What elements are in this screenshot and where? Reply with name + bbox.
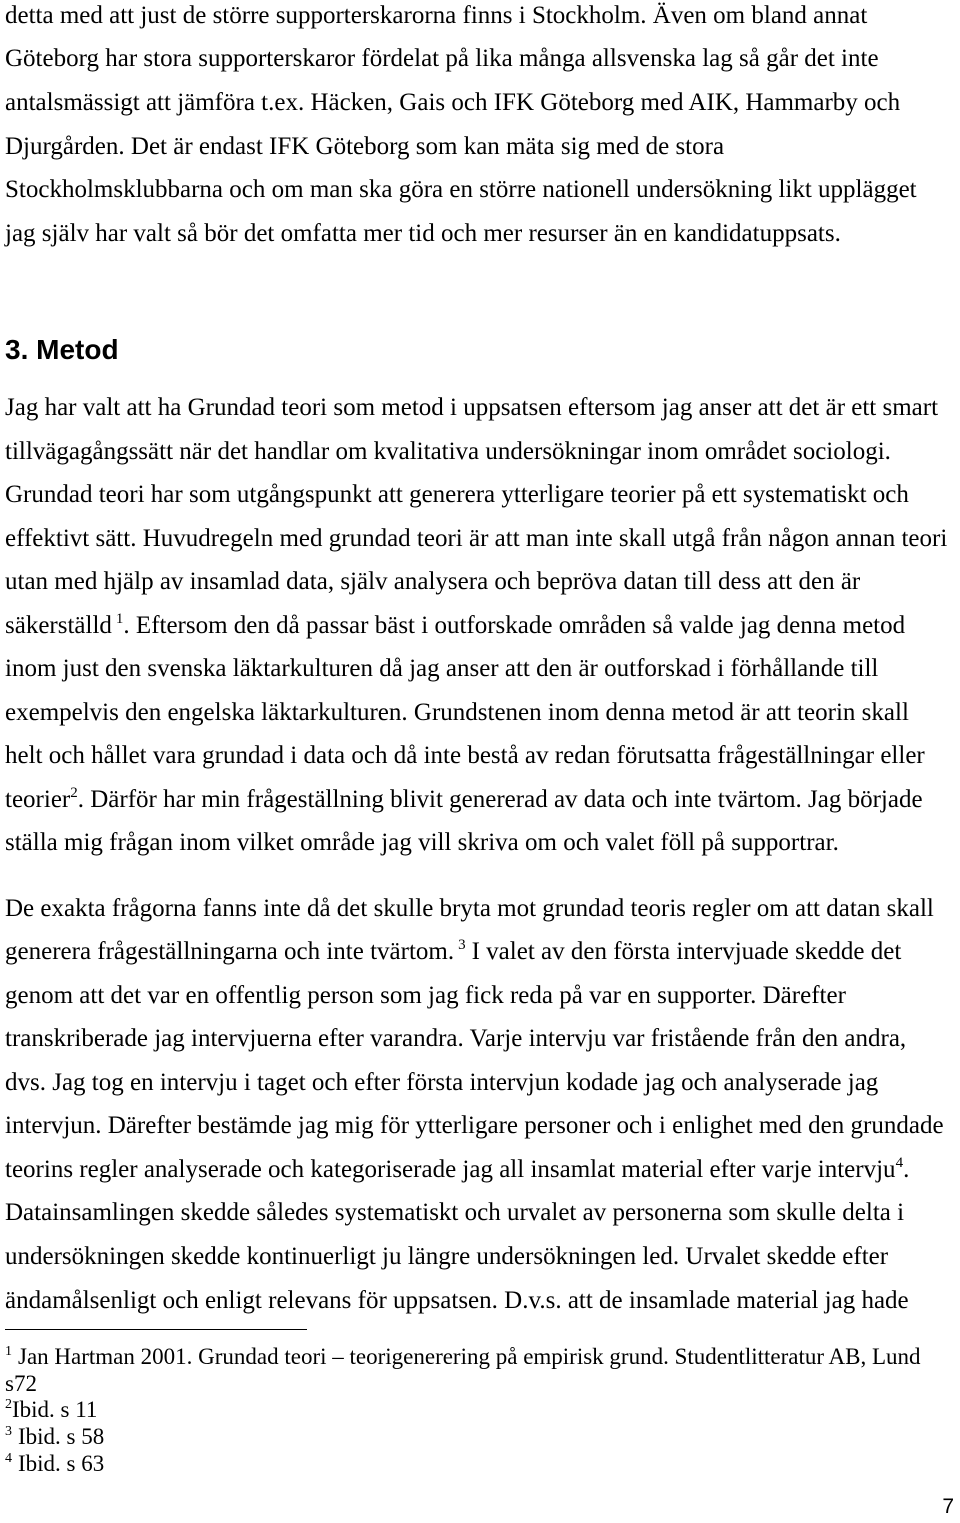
method-p1-line-9: helt och hållet vara grundad i data och då inte bestå av redan förutsatta frågeställningar eller <box>5 742 925 769</box>
intro-line-1: detta med att just de större supporterskarorna finns i Stockholm. Även om bland annat <box>5 2 868 29</box>
footnote-reference: 2 <box>70 785 78 801</box>
footnote-number: 3 <box>5 1424 12 1439</box>
footnote-1 <box>5 1344 921 1370</box>
method-p2-line-8: Datainsamlingen skedde således systematiskt och urvalet av personerna som skulle delta i <box>5 1199 905 1226</box>
footnote-number: 2 <box>5 1397 12 1412</box>
footnote-text: Ibid. s 63 <box>18 1451 105 1476</box>
line-text: teorins regler analyserade och kategoriserade jag all insamlat material efter varje intervju <box>5 1156 896 1183</box>
footnote-3 <box>5 1424 104 1450</box>
method-p2-line-10: ändamålsenligt och enligt relevans för uppsatsen. D.v.s. att de insamlade material jag hade <box>5 1287 909 1314</box>
page-number: 7 <box>942 1495 954 1518</box>
method-p2-line-9: undersökningen skedde kontinuerligt ju längre undersökningen led. Urvalet skedde efter <box>5 1243 889 1270</box>
intro-line-5: Stockholmsklubbarna och om man ska göra en större nationell undersökning likt upplägget <box>5 176 917 203</box>
intro-line-3: antalsmässigt att jämföra t.ex. Häcken, Gais och IFK Göteborg med AIK, Hammarby och <box>5 89 901 116</box>
line-text: I valet av den första intervjuade skedde det <box>471 938 902 965</box>
line-text: . <box>903 1156 910 1183</box>
footnote-reference: 1 <box>115 611 124 627</box>
method-p1-line-6 <box>5 612 905 640</box>
footnote-1-continuation: s72 <box>5 1371 37 1396</box>
footnote-reference: 3 <box>458 937 466 953</box>
footnote-number: 1 <box>5 1344 12 1359</box>
line-text: . Eftersom den då passar bäst i outforskade områden så valde jag denna metod <box>123 612 906 639</box>
method-p1-line-11: ställa mig frågan inom vilket område jag vill skriva om och valet föll på supportrar. <box>5 829 839 856</box>
footnote-reference: 4 <box>895 1155 904 1171</box>
method-p2-line-7 <box>5 1156 909 1184</box>
line-text: . Därför har min frågeställning blivit genererad av data och inte tvärtom. Jag började <box>77 786 923 813</box>
method-p2-line-6: intervjun. Därefter bestämde jag mig för ytterligare personer och i enlighet med den grundade <box>5 1112 944 1139</box>
method-p1-line-4: effektivt sätt. Huvudregeln med grundad teori är att man inte skall utgå från någon annan teori <box>5 525 948 552</box>
footnote-4 <box>5 1451 104 1477</box>
method-p1-line-5: utan med hjälp av insamlad data, själv analysera och bepröva datan till dess att den är <box>5 568 861 595</box>
intro-line-6: jag själv har valt så bör det omfatta mer tid och mer resurser än en kandidatuppsats. <box>5 220 841 247</box>
method-p2-line-5: dvs. Jag tog en intervju i taget och efter första intervjun kodade jag och analyserade jag <box>5 1069 879 1096</box>
footnote-text: Jan Hartman 2001. Grundad teori – teorigenerering på empirisk grund. Studentlitteratur AB, Lund <box>18 1344 921 1369</box>
intro-line-4: Djurgården. Det är endast IFK Göteborg som kan mäta sig med de stora <box>5 133 725 160</box>
method-p1-line-7: inom just den svenska läktarkulturen då jag anser att den är outforskad i förhållande till <box>5 655 879 682</box>
footnote-separator <box>5 1329 307 1330</box>
method-p1-line-1: Jag har valt att ha Grundad teori som metod i uppsatsen eftersom jag anser att det är ett smart <box>5 394 939 421</box>
method-p1-line-10 <box>5 786 923 814</box>
footnote-text: Ibid. s 58 <box>18 1424 105 1449</box>
method-p1-line-2: tillvägagångssätt när det handlar om kvalitativa undersökningar inom området sociologi. <box>5 438 891 465</box>
method-p1-line-3: Grundad teori har som utgångspunkt att generera ytterligare teorier på ett systematiskt och <box>5 481 909 508</box>
method-p2-line-3: genom att det var en offentlig person som jag fick reda på var en supporter. Därefter <box>5 982 846 1009</box>
footnote-number: 4 <box>5 1451 12 1466</box>
intro-line-2: Göteborg har stora supporterskaror fördelat på lika många allsvenska lag så går det inte <box>5 45 879 72</box>
footnote-2 <box>5 1397 97 1423</box>
method-p2-line-1: De exakta frågorna fanns inte då det skulle bryta mot grundad teoris regler om att datan skall <box>5 895 934 922</box>
method-p1-line-8: exempelvis den engelska läktarkulturen. Grundstenen inom denna metod är att teorin skall <box>5 699 909 726</box>
line-text: generera frågeställningarna och inte tvärtom. <box>5 938 455 965</box>
method-p2-line-2 <box>5 938 901 966</box>
method-p2-line-4: transkriberade jag intervjuerna efter varandra. Varje intervju var fristående från den andra, <box>5 1025 907 1052</box>
line-text: säkerställd <box>5 612 112 639</box>
footnote-text: Ibid. s 11 <box>12 1397 98 1422</box>
section-heading: 3. Metod <box>5 334 119 365</box>
line-text: teorier <box>5 786 71 813</box>
